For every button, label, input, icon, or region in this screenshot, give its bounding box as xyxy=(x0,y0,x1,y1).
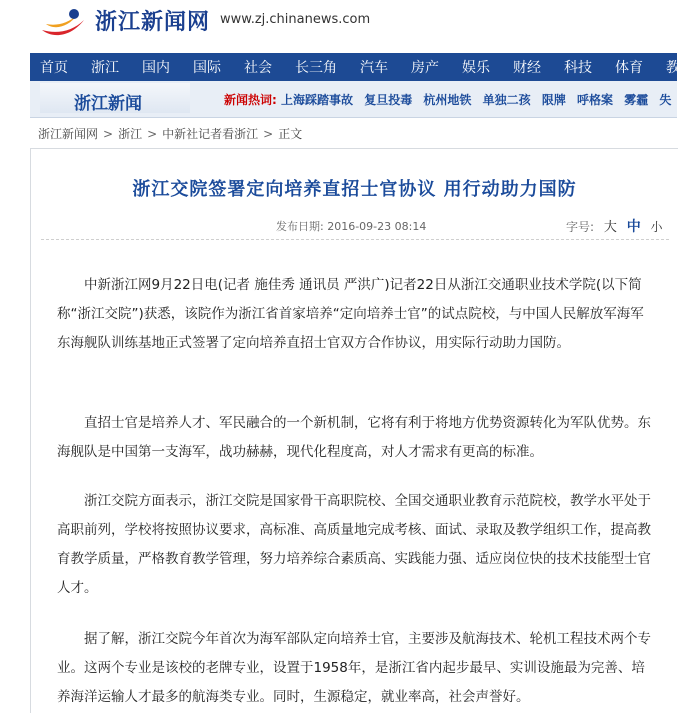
hot-word-link[interactable]: 杭州地铁 xyxy=(423,93,472,107)
article-paragraph: 中新浙江网9月22日电(记者 施佳秀 通讯员 严洪广)记者22日从浙江交通职业技术学院(以下简称“浙江交院”)获悉，该院作为浙江省首家培养“定向培养士官”的试点院校，与中国人民解放军海军东海舰队训练基地正式签署了定向培养直招士官双方合作协议，用实际行动助力国防。 xyxy=(57,277,644,351)
nav-item-auto[interactable]: 汽车 xyxy=(360,60,388,76)
section-tab xyxy=(40,83,190,113)
font-size-small-button[interactable]: 小 xyxy=(650,220,663,234)
hot-word-link[interactable]: 上海踩踏事故 xyxy=(281,93,354,107)
nav-item-yangtze-delta[interactable]: 长三角 xyxy=(295,60,337,76)
hot-words xyxy=(224,91,678,108)
article-paragraph: 直招士官是培养人才、军民融合的一个新机制，它将有利于将地方优势资源转化为军队优势。东海舰队是中国第一支海军，战功赫赫，现代化程度高，对人才需求有更高的标准。 xyxy=(57,415,651,460)
nav-item-tech[interactable]: 科技 xyxy=(564,60,592,76)
nav-item-entertainment[interactable]: 娱乐 xyxy=(462,60,490,76)
site-logo-text[interactable]: 浙江新闻网 xyxy=(95,10,211,35)
breadcrumb-separator: > xyxy=(263,127,274,141)
article-title: 浙江交院签署定向培养直招士官协议 用行动助力国防 xyxy=(132,179,577,200)
hot-word-link[interactable]: 单独二孩 xyxy=(482,93,531,107)
hot-word-link[interactable]: 复旦投毒 xyxy=(364,93,413,107)
hot-words-label: 新闻热词: xyxy=(224,93,277,107)
nav-item-property[interactable]: 房产 xyxy=(411,60,439,76)
hot-word-link[interactable]: 呼格案 xyxy=(577,93,614,107)
font-size-medium-button[interactable]: 中 xyxy=(626,219,641,235)
hot-word-link[interactable]: 雾霾 xyxy=(624,93,649,107)
breadcrumb xyxy=(38,125,302,142)
nav-item-domestic[interactable]: 国内 xyxy=(142,60,170,76)
article-meta xyxy=(41,211,669,240)
font-size-selector xyxy=(566,216,663,236)
breadcrumb-zhejiang[interactable]: 浙江 xyxy=(118,127,143,141)
font-size-label: 字号: xyxy=(566,220,595,234)
breadcrumb-current: 正文 xyxy=(278,127,303,141)
nav-item-zhejiang[interactable]: 浙江 xyxy=(91,60,119,76)
article-container xyxy=(30,148,678,713)
logo-swoosh-icon xyxy=(38,6,88,40)
hot-word-link[interactable]: 限牌 xyxy=(541,93,566,107)
article-paragraph: 据了解，浙江交院今年首次为海军部队定向培养士官，主要涉及航海技术、轮机工程技术两个专业。这两个专业是该校的老牌专业，设置于1958年，是浙江省内起步最早、实训设施最为完善、培养海洋运输人才最多的航海类专业。同时，生源稳定，就业率高，社会声誉好。 xyxy=(57,631,651,705)
breadcrumb-column[interactable]: 中新社记者看浙江 xyxy=(162,127,259,141)
nav-item-home[interactable]: 首页 xyxy=(40,60,68,76)
breadcrumb-separator: > xyxy=(147,127,158,141)
breadcrumb-home[interactable]: 浙江新闻网 xyxy=(38,127,99,141)
nav-item-society[interactable]: 社会 xyxy=(244,60,272,76)
section-title[interactable]: 浙江新闻 xyxy=(74,94,142,114)
main-nav xyxy=(30,53,694,81)
font-size-large-button[interactable]: 大 xyxy=(603,220,617,235)
article-paragraph: 浙江交院方面表示，浙江交院是国家骨干高职院校、全国交通职业教育示范院校，教学水平处于高职前列，学校将按照协议要求，高标准、高质量地完成考核、面试、录取及教学组织工作，提高教育教学质量，严格教育教学管理，努力培养综合素质高、实践能力强、适应岗位快的技术技能型士官人才。 xyxy=(57,493,651,596)
nav-item-international[interactable]: 国际 xyxy=(193,60,221,76)
nav-item-education[interactable]: 教育 xyxy=(666,60,694,76)
nav-item-finance[interactable]: 财经 xyxy=(513,60,541,76)
site-header xyxy=(0,0,677,48)
section-bar xyxy=(30,81,677,118)
nav-item-sports[interactable]: 体育 xyxy=(615,60,643,76)
publish-date: 发布日期: 2016-09-23 08:14 xyxy=(276,220,427,233)
hot-word-link[interactable]: 失 xyxy=(659,93,672,107)
breadcrumb-separator: > xyxy=(103,127,114,141)
site-url: www.zj.chinanews.com xyxy=(220,12,371,27)
